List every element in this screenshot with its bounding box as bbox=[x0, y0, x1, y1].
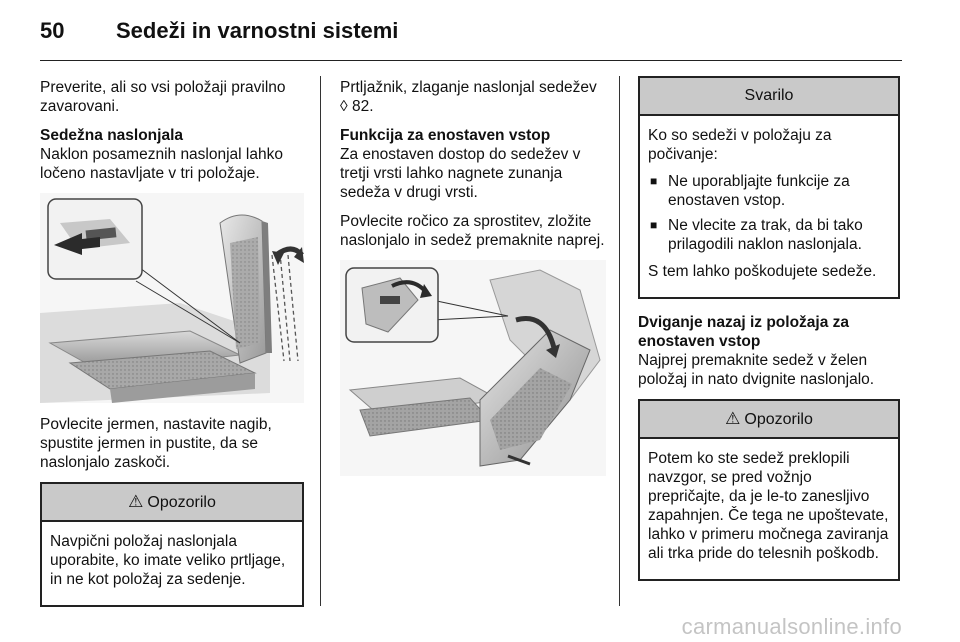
warning-title: Opozorilo bbox=[147, 494, 216, 511]
column-1 bbox=[40, 78, 304, 617]
warning-header bbox=[640, 401, 898, 439]
warning-text: Potem ko ste sedež preklopili navzgor, se pred vožnjo prepričajte, da je le-to zanesljivo zapahnjen. Če tega ne upoštevate, lahko v primeru močnega zaviranja ali trka pride do telesnih poškodb. bbox=[648, 450, 889, 562]
backrest-section bbox=[40, 126, 304, 183]
cross-reference-text: Prtljažnik, zlaganje naslonjal sedežev bbox=[340, 79, 597, 96]
section-text: Naklon posameznih naslonjal lahko ločeno nastavljate v tri položaje. bbox=[40, 146, 283, 182]
section-text: Najprej premaknite sedež v želen položaj in nato dvignite naslonjalo. bbox=[638, 352, 875, 388]
warning-body bbox=[640, 439, 898, 579]
page-reference-number: 82. bbox=[351, 98, 374, 115]
warning-text: Navpični položaj naslonjala uporabite, ko imate veliko prtljage, in ne kot položaj za sedenje. bbox=[50, 533, 286, 588]
page-title: Sedeži in varnostni sistemi bbox=[116, 18, 399, 43]
easy-entry-instruction: Povlecite ročico za sprostitev, zložite naslonjalo in sedež premaknite naprej. bbox=[340, 213, 605, 249]
backrest-adjustment-illustration bbox=[40, 193, 304, 403]
column-divider-1 bbox=[320, 76, 321, 606]
header-divider bbox=[40, 60, 902, 61]
column-2 bbox=[340, 78, 606, 476]
page-reference-icon: ◊ bbox=[340, 98, 348, 115]
section-title: Dviganje nazaj iz položaja za enostaven vstop bbox=[638, 314, 850, 350]
section-title: Sedežna naslonjala bbox=[40, 127, 183, 144]
warning-box-easy-entry bbox=[638, 399, 900, 581]
column-divider-2 bbox=[619, 76, 620, 606]
caution-intro: Ko so sedeži v položaju za počivanje: bbox=[648, 127, 832, 163]
caution-bullet-2: ■ Ne vlecite za trak, da bi tako prilagodili naklon naslonjala. bbox=[648, 216, 890, 254]
warning-triangle-icon: ⚠ bbox=[128, 492, 144, 511]
caution-outro: S tem lahko poškodujete sedeže. bbox=[648, 263, 877, 280]
easy-entry-section bbox=[340, 126, 606, 202]
section-title: Funkcija za enostaven vstop bbox=[340, 127, 551, 144]
watermark-text: carmanualsonline.info bbox=[681, 614, 902, 639]
warning-header bbox=[42, 484, 302, 522]
easy-entry-illustration bbox=[340, 260, 606, 476]
intro-text: Preverite, ali so vsi položaji pravilno zavarovani. bbox=[40, 79, 286, 115]
caution-header bbox=[640, 78, 898, 116]
column-3 bbox=[638, 76, 900, 591]
section-text: Za enostaven dostop do sedežev v tretji vrsti lahko nagnete zunanja sedeža v drugi vrsti. bbox=[340, 146, 581, 201]
caution-box bbox=[638, 76, 900, 299]
cross-reference bbox=[340, 78, 606, 116]
caution-bullet-1: ■ Ne uporabljajte funkcije za enostaven vstop. bbox=[648, 172, 890, 210]
warning-triangle-icon: ⚠ bbox=[725, 409, 741, 428]
caution-title: Svarilo bbox=[744, 87, 794, 104]
warning-box-backrest bbox=[40, 482, 304, 607]
raise-back-section bbox=[638, 313, 900, 389]
warning-title: Opozorilo bbox=[744, 411, 813, 428]
caution-list bbox=[648, 172, 890, 254]
warning-body bbox=[42, 522, 302, 605]
page-number: 50 bbox=[40, 18, 65, 43]
backrest-instruction: Povlecite jermen, nastavite nagib, spustite jermen in pustite, da se naslonjalo zaskoči. bbox=[40, 416, 272, 471]
caution-body bbox=[640, 116, 898, 297]
